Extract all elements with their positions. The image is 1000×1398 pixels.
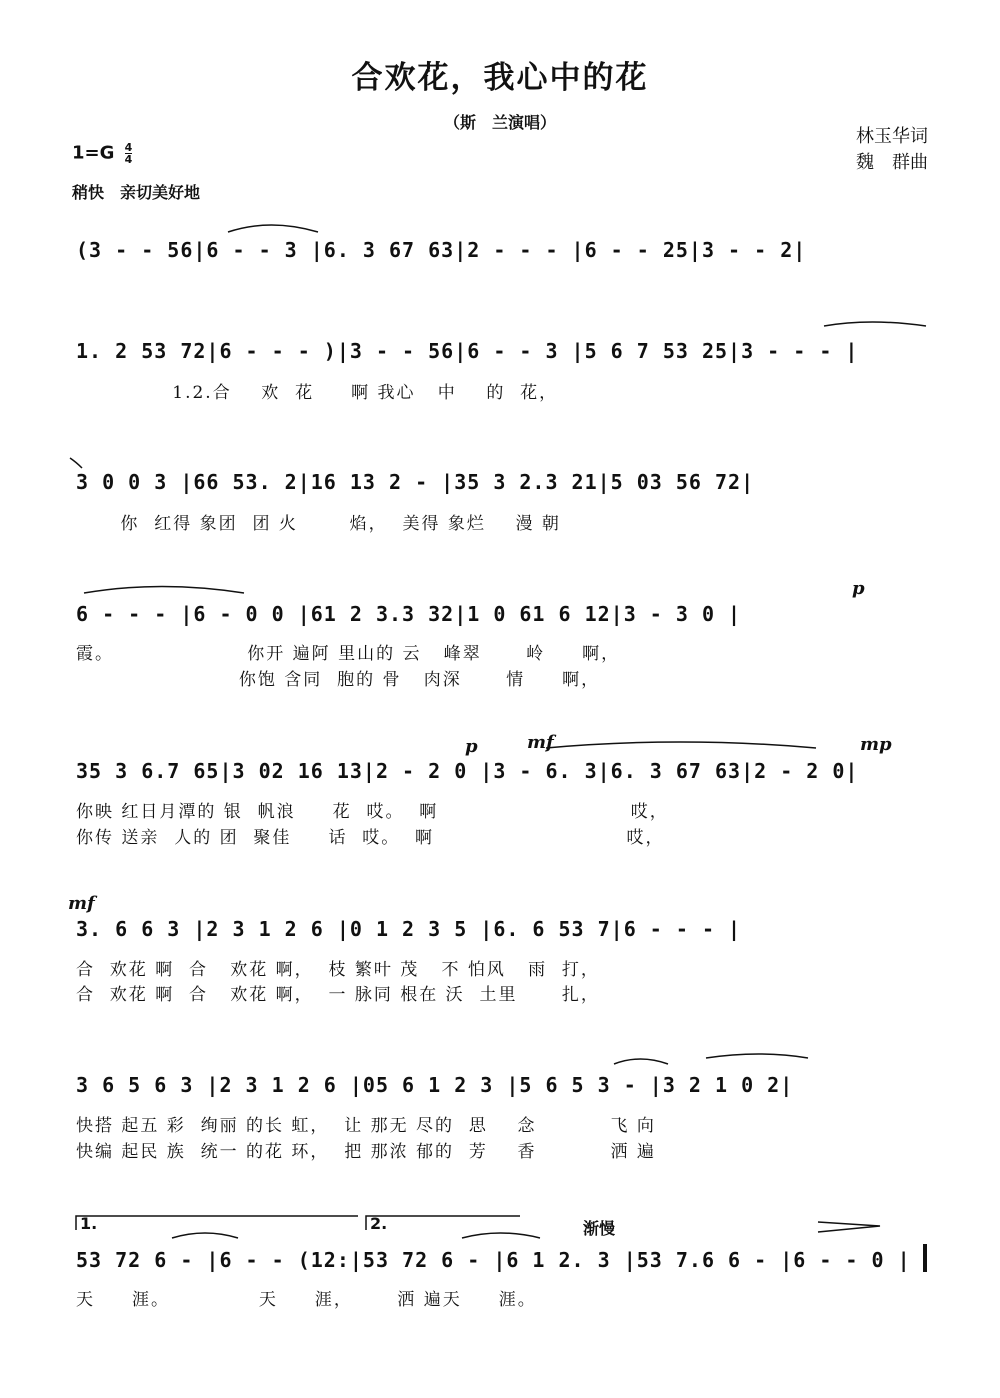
notes-system-6: 3. 6 6 3 |2 3 1 2 6 |0 1 2 3 5 |6. 6 53 7|6 - - - | [76,917,742,941]
ritardando-marking: 渐慢 [583,1219,616,1238]
slur [172,1233,238,1238]
tempo-marking: 稍快 亲切美好地 [72,183,201,202]
notes-system-7: 3 6 5 6 3 |2 3 1 2 6 |05 6 1 2 3 |5 6 5 3 - |3 2 1 0 2| [76,1073,794,1097]
notes-system-2: 1. 2 53 72|6 - - - )|3 - - 56|6 - - 3 |5 6 7 53 25|3 - - - | [76,339,859,363]
lyrics-system-6-verse1: 合 欢花 啊 合 欢花 啊， 枝 繁叶 茂 不 怕风 雨 打， [76,960,600,980]
slur [462,1233,540,1238]
notes-system-3: 3 0 0 3 |66 53. 2|16 13 2 - |35 3 2.3 21|5 03 56 72| [76,470,755,494]
dynamic-mf-2: mf [68,893,95,914]
time-signature [125,142,133,165]
lyrics-system-8: 天 涯。 天 涯， 洒 遍天 涯。 [76,1290,537,1310]
lyrics-system-6-verse2: 合 欢花 啊 合 欢花 啊， 一 脉同 根在 沃 土里 扎， [76,985,600,1005]
volta-bracket [366,1216,520,1230]
lyricist-credit: 林玉华词 [856,126,928,147]
lyrics-system-5-verse2: 你传 送亲 人的 团 聚佳 话 哎。 啊 哎， [76,828,665,848]
slur [706,1054,808,1058]
slur [228,225,318,232]
key-label: 1=G [72,142,115,164]
decrescendo-hairpin [818,1222,880,1232]
dynamic-p-2: p [465,736,478,757]
slur [824,322,926,326]
song-title: 合欢花，我心中的花 [351,60,649,96]
composer-credit: 魏 群曲 [856,152,928,173]
slur [70,458,82,468]
volta-1-label: 1. [80,1214,98,1233]
lyrics-system-4-verse2: 你饱 含同 胞的 骨 肉深 情 啊， [76,670,601,690]
notes-system-4: 6 - - - |6 - 0 0 |61 2 3.3 32|1 0 61 6 12|3 - 3 0 | [76,602,742,626]
volta-bracket [76,1216,358,1230]
dynamic-p-1: p [852,578,865,599]
lyrics-system-7-verse1: 快搭 起五 彩 绚丽 的长 虹， 让 那无 尽的 思 念 飞 向 [76,1116,656,1136]
time-top: 4 [124,141,133,154]
notes-system-1: (3 - - 56|6 - - 3 |6. 3 67 63|2 - - - |6 - - 25|3 - - 2| [76,238,807,262]
dynamic-mp: mp [860,734,892,755]
notes-system-5: 35 3 6.7 65|3 02 16 13|2 - 2 0 |3 - 6. 3|6. 3 67 63|2 - 2 0| [76,759,859,783]
key-signature [72,142,132,165]
time-bottom: 4 [124,153,133,166]
slur [614,1059,668,1064]
performer-note: （斯 兰演唱） [443,113,556,132]
lyrics-system-2: 1.2.合 欢 花 啊 我心 中 的 花， [76,383,559,403]
slur [546,742,816,748]
lyrics-system-4-verse1: 霞。 你开 遍阿 里山的 云 峰翠 岭 啊， [76,644,621,664]
lyrics-system-3: 你 红得 象团 团 火 焰， 美得 象烂 漫 朝 [76,514,561,534]
lyrics-system-7-verse2: 快编 起民 族 统一 的花 环， 把 那浓 郁的 芳 香 洒 遍 [76,1142,656,1162]
notes-system-8: 53 72 6 - |6 - - (12:|53 72 6 - |6 1 2. 3 |53 7.6 6 - |6 - - 0 | [76,1248,911,1272]
lyrics-system-5-verse1: 你映 红日月潭的 银 帆浪 花 哎。 啊 哎， [76,802,669,822]
volta-2-label: 2. [370,1214,388,1233]
dynamic-mf-1: mf [527,732,554,753]
slur [84,587,244,594]
